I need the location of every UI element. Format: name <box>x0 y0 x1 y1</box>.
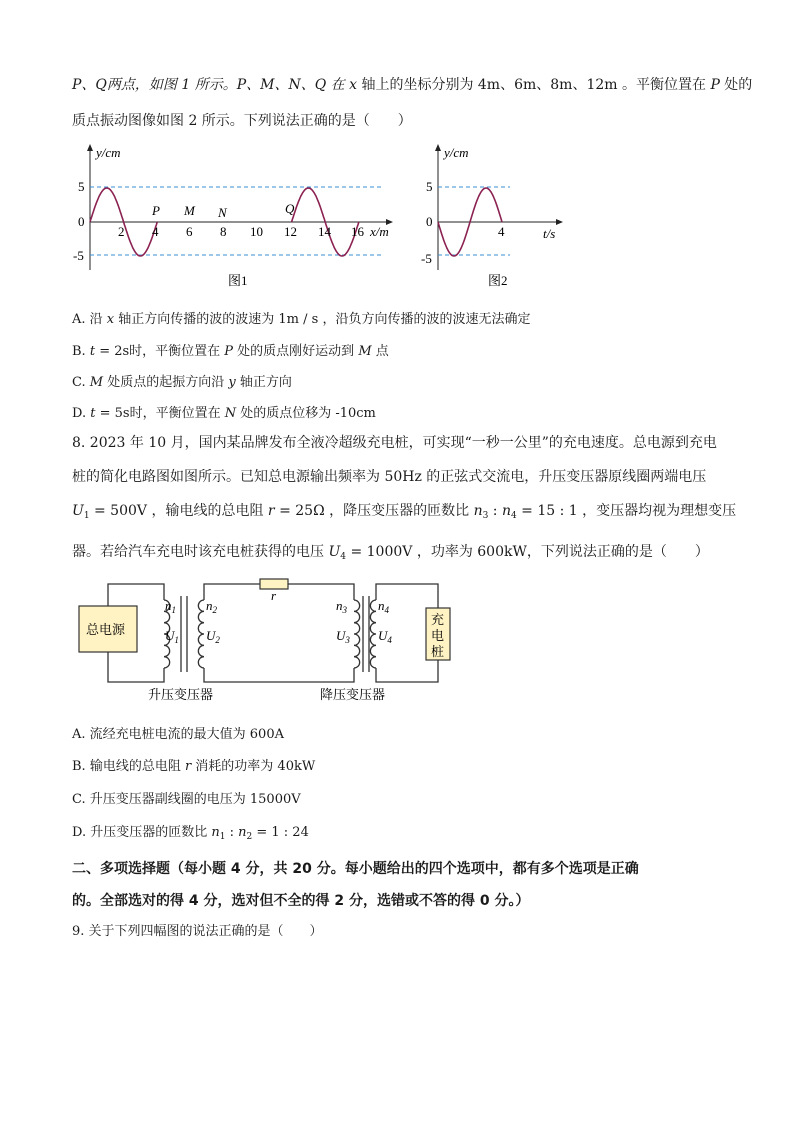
fig1-y-label: y/cm <box>96 145 121 160</box>
coil-n3 <box>354 600 360 668</box>
label-u3: $U_3$ <box>336 628 350 645</box>
fig1-caption: 图1 <box>228 273 248 288</box>
label-step-down: 降压变压器 <box>320 687 386 702</box>
q7-a-x: x <box>106 312 115 327</box>
q7-line2: 质点振动图像如图 2 所示。下列说法正确的是（ ） <box>72 113 412 129</box>
section-2-line2: 的。全部选对的得 4 分，选对但不全的得 2 分，选错或不答的得 0 分。） <box>72 893 530 909</box>
fig1-xtick-8: 8 <box>220 224 227 239</box>
q7-line1-p: P <box>710 77 720 93</box>
q8-line3-b: = 25Ω ，降压变压器的匝数比 <box>274 503 474 519</box>
fig1-ytick-0: 0 <box>78 214 85 229</box>
q8-d-n2-sub: 2 <box>246 832 253 842</box>
fig2-caption: 图2 <box>488 273 508 288</box>
q7-c-mid: 处质点的起振方向沿 <box>103 375 229 390</box>
q7-b-p: P <box>224 344 234 359</box>
fig1-xtick-14: 14 <box>318 224 331 239</box>
q7-line1-x: x <box>349 77 357 93</box>
q9-text: 9. 关于下列四幅图的说法正确的是（ ） <box>72 924 323 939</box>
q8-n4-sub: 4 <box>511 511 517 521</box>
q8-b-post: 消耗的功率为 40kW <box>191 759 316 774</box>
label-n2: $n_2$ <box>206 598 217 615</box>
fig1-xtick-6: 6 <box>186 224 193 239</box>
fig1-xtick-12: 12 <box>284 224 297 239</box>
q8-d-n1-sub: 1 <box>219 832 226 842</box>
charger-label: 充 电 桩 <box>431 612 445 659</box>
fig2-x-label: t/s <box>543 226 556 241</box>
q8-line4-b: = 1000V ，功率为 600kW，下列说法正确的是（ ） <box>346 544 709 560</box>
fig1-xtick-16: 16 <box>351 224 364 239</box>
coil-n2 <box>198 600 204 668</box>
q8-line3-d: = 15 : 1 ，变压器均视为理想变压 <box>516 503 737 519</box>
q8-option-b[interactable] <box>72 755 315 774</box>
label-step-up: 升压变压器 <box>148 687 214 702</box>
q7-c-post: 轴正方向 <box>235 375 292 390</box>
q7-d-post: 处的质点位移为 -10cm <box>236 406 376 421</box>
q8-option-a[interactable]: A. 流经充电桩电流的最大值为 600A <box>72 727 284 742</box>
label-u2: $U_2$ <box>206 628 220 645</box>
q8-n3: n <box>473 503 483 519</box>
q7-b-pre: B. <box>72 344 90 359</box>
q8-r: r <box>267 503 275 519</box>
q8-d-post: = 1 : 24 <box>252 825 309 840</box>
q8-line4-a: 器。若给汽车充电时该充电桩获得的电压 <box>72 544 329 560</box>
fig1-point-q: Q <box>285 201 295 216</box>
fig1-ytick-minus5: -5 <box>73 248 84 263</box>
label-u1: $U_1$ <box>165 628 179 645</box>
q8-u1-sub: 1 <box>83 511 90 521</box>
fig1-point-n: N <box>218 205 227 220</box>
q8-d-pre: D. 升压变压器的匝数比 <box>72 825 212 840</box>
q7-d-t: t <box>90 406 96 421</box>
wire-mid-bottom <box>204 668 354 682</box>
q7-b-post: 点 <box>371 344 389 359</box>
fig1-point-p: P <box>152 203 160 218</box>
q8-n4: n <box>501 503 511 519</box>
q8-line3-c: : <box>488 503 502 519</box>
fig2-ytick-5: 5 <box>426 179 433 194</box>
q7-d-n: N <box>224 406 237 421</box>
q7-line1-pre: P、Q两点，如图 1 所示。P、M、N、Q 在 <box>72 77 350 93</box>
q7-c-pre: C. <box>72 375 90 390</box>
q8-line3-a: = 500V ，输电线的总电阻 <box>89 503 268 519</box>
fig1-ytick-5: 5 <box>78 179 85 194</box>
q8-d-mid: : <box>225 825 239 840</box>
fig1-x-label: x/m <box>370 224 389 239</box>
label-n1: $n_1$ <box>165 598 176 615</box>
fig2-ytick-minus5: -5 <box>421 251 432 266</box>
q8-option-d[interactable] <box>72 821 309 842</box>
fig1-xtick-2: 2 <box>118 224 125 239</box>
q7-a-pre: A. 沿 <box>72 312 107 327</box>
wire-left-bottom <box>108 652 164 682</box>
q8-u1: U <box>72 503 84 519</box>
fig2-ytick-0: 0 <box>426 214 433 229</box>
q8-u4-sub: 4 <box>340 552 346 562</box>
power-source-label: 总电源 <box>86 622 126 637</box>
coil-n4 <box>370 600 376 668</box>
label-n3: $n_3$ <box>336 598 347 615</box>
q8-d-n1: n <box>211 825 220 840</box>
q8-option-c[interactable]: C. 升压变压器副线圈的电压为 15000V <box>72 792 301 807</box>
q8-b-pre: B. 输电线的总电阻 <box>72 759 185 774</box>
q7-line1-post: 处的 <box>719 77 753 93</box>
q7-d-pre: D. <box>72 406 91 421</box>
fig1-xtick-10: 10 <box>250 224 263 239</box>
resistor-label: r <box>271 588 277 603</box>
fig2-xtick-4: 4 <box>498 224 505 239</box>
q8-d-n2: n <box>238 825 247 840</box>
q7-line1-mid: 轴上的坐标分别为 4m、6m、8m、12m 。平衡位置在 <box>357 77 711 93</box>
q8-n3-sub: 3 <box>482 511 489 521</box>
q8-u4: U <box>328 544 341 560</box>
fig2-y-label: y/cm <box>444 145 469 160</box>
q7-b-m: M <box>358 344 372 359</box>
q7-c-y: y <box>228 375 236 390</box>
q8-line1: 8. 2023 年 10 月，国内某品牌发布全液冷超级充电桩，可实现“一秒一公里”的充电速度。总电源到充电 <box>72 435 717 451</box>
fig1-point-m: M <box>184 203 195 218</box>
q7-a-post: 轴正方向传播的波的波速为 1m / s ，沿负方向传播的波的波速无法确定 <box>114 312 531 327</box>
q7-b-t: t <box>89 344 96 359</box>
section-2-line1: 二、多项选择题（每小题 4 分，共 20 分。每小题给出的四个选项中，都有多个选项是正确 <box>72 861 639 877</box>
wire-left-top <box>108 584 164 606</box>
q7-b-mid: = 2s时，平衡位置在 <box>95 344 225 359</box>
q8-b-r: r <box>184 759 192 774</box>
wire-mid-top-right <box>288 584 354 600</box>
label-u4: $U_4$ <box>378 628 392 645</box>
fig1-xtick-4: 4 <box>152 224 159 239</box>
wire-right-bottom <box>376 660 438 682</box>
q7-b-mid2: 处的质点刚好运动到 <box>233 344 359 359</box>
label-n4: $n_4$ <box>378 598 389 615</box>
q7-d-mid: = 5s时，平衡位置在 <box>95 406 225 421</box>
q7-c-m: M <box>89 375 104 390</box>
q8-line2: 桩的简化电路图如图所示。已知总电源输出频率为 50Hz 的正弦式交流电，升压变压器原线圈两端电压 <box>72 469 707 485</box>
